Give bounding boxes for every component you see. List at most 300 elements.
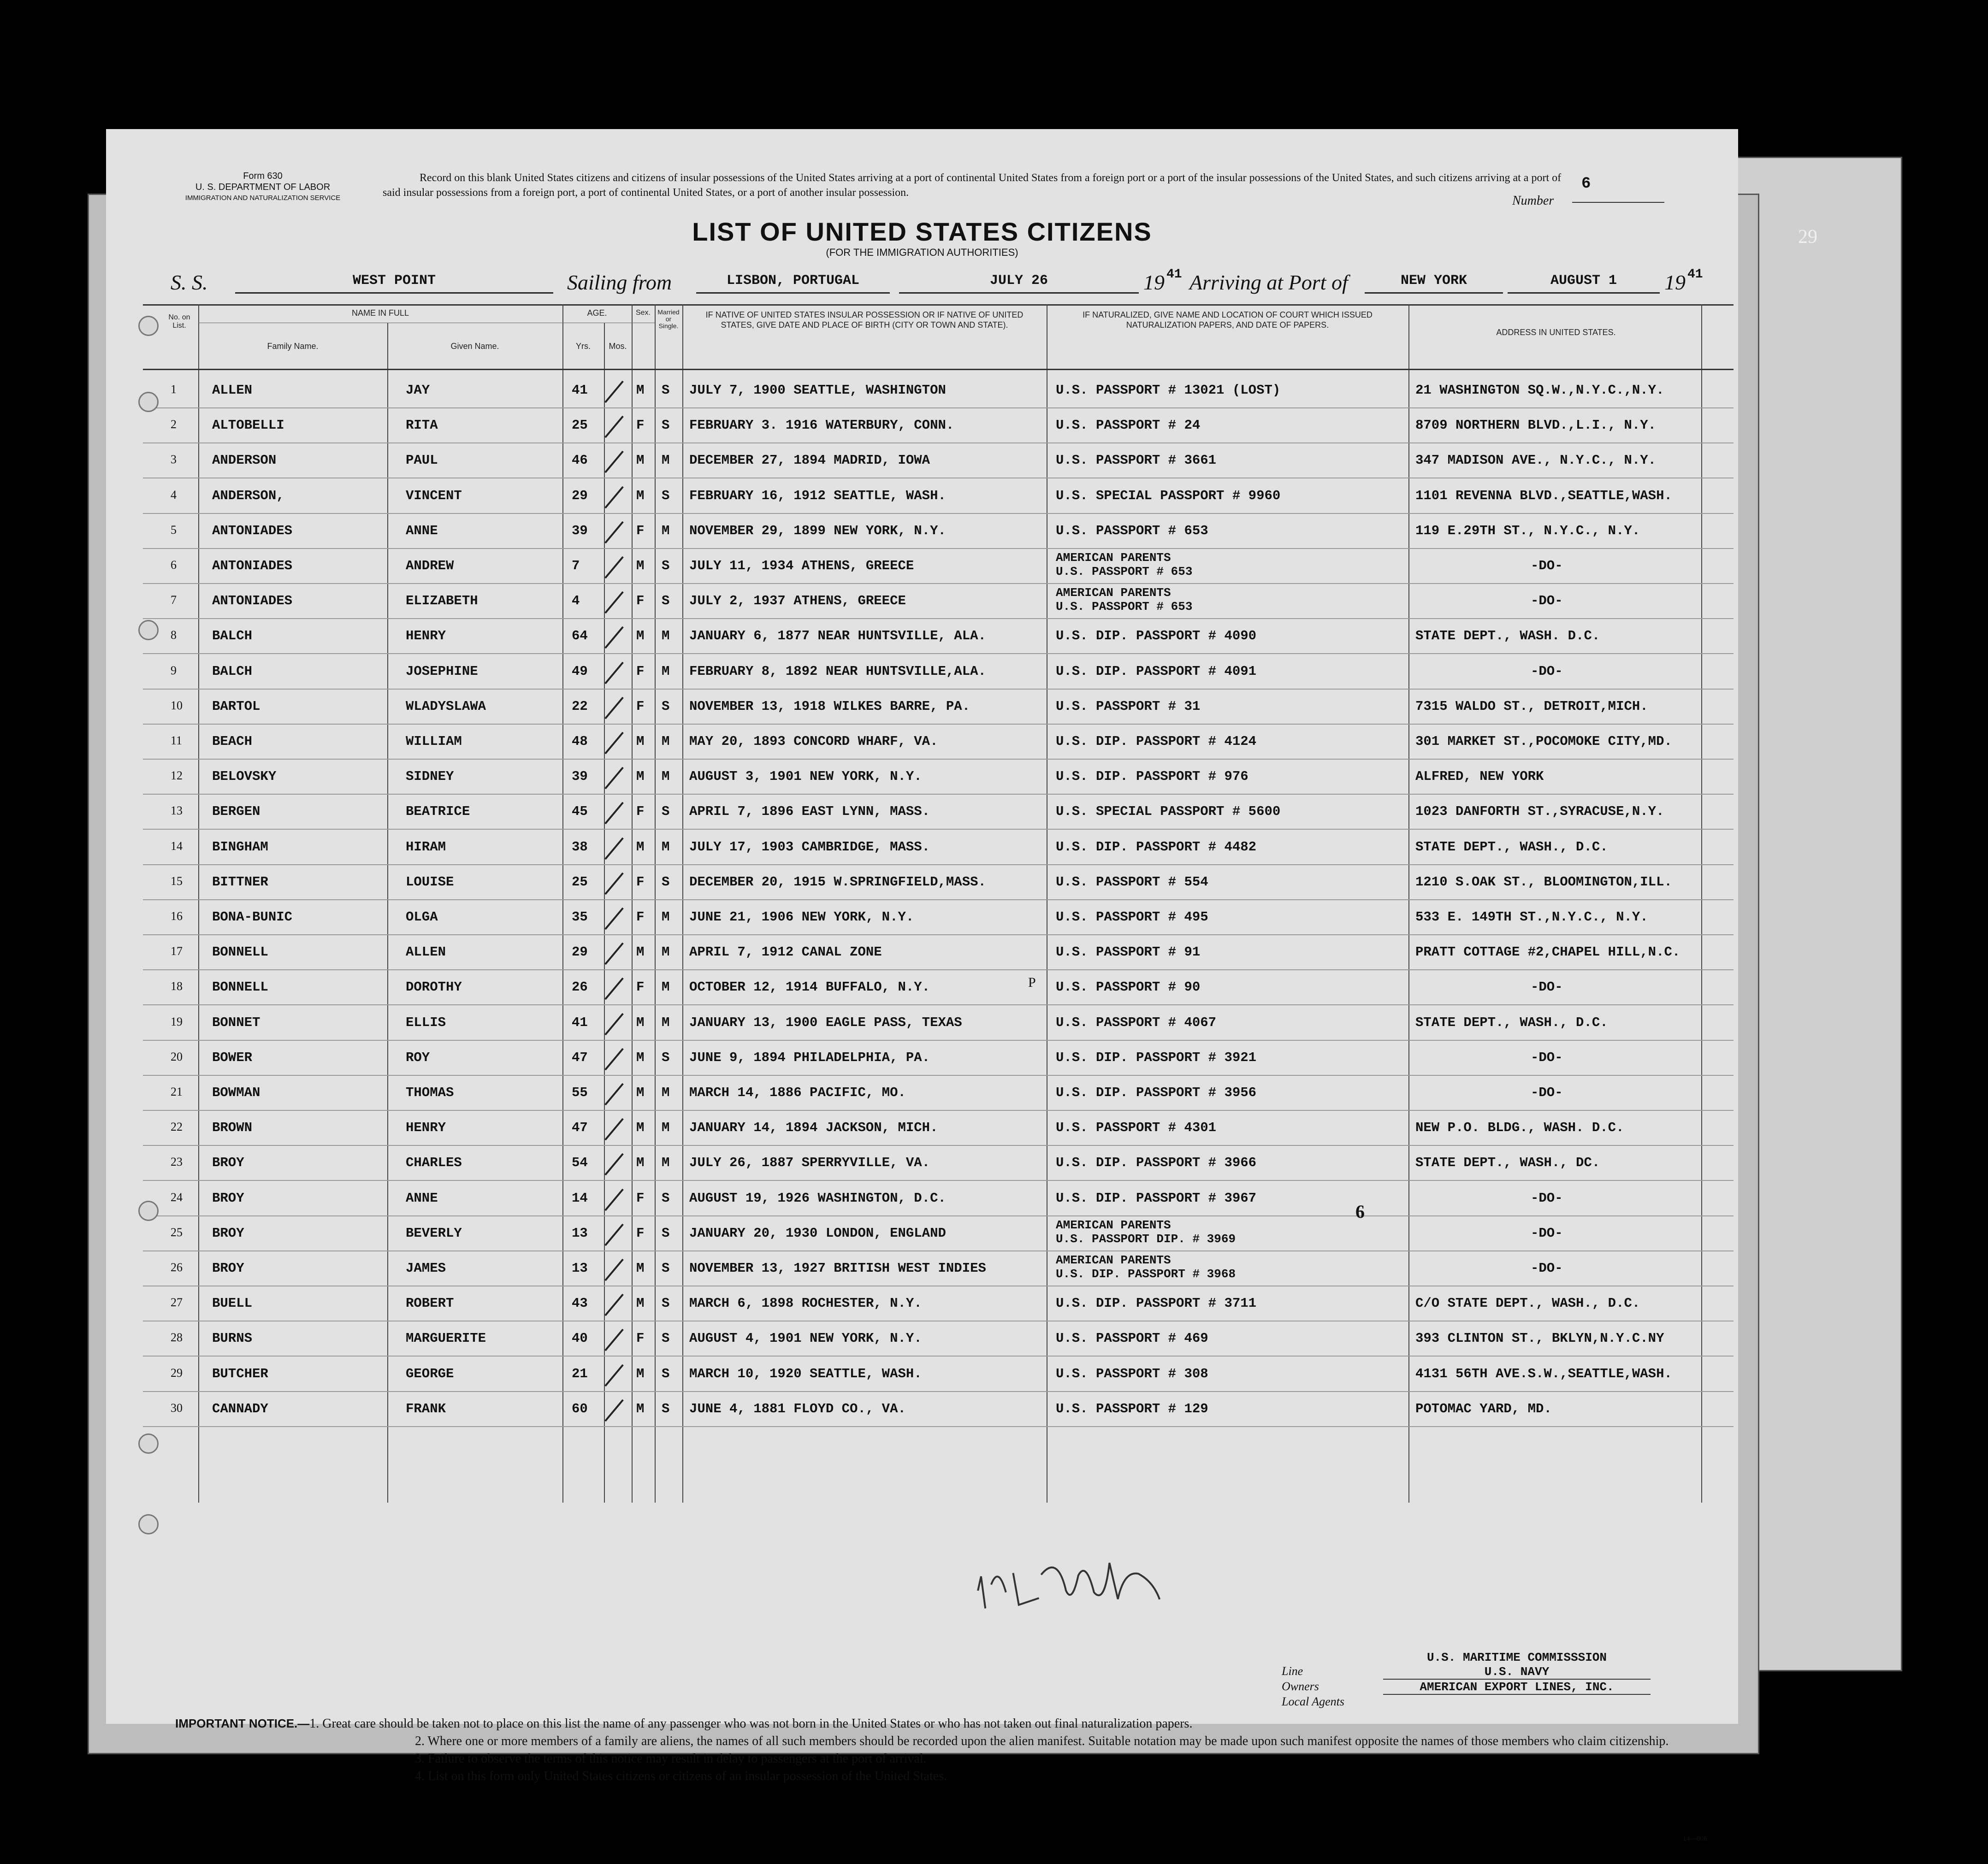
birth-info: JULY 17, 1903 CAMBRIDGE, MASS. <box>689 839 930 855</box>
sex: M <box>636 488 645 503</box>
sex: M <box>636 734 645 749</box>
us-address: -DO- <box>1531 1225 1563 1241</box>
sex: M <box>636 1401 645 1416</box>
table-row <box>143 830 1734 865</box>
sex: M <box>636 769 645 785</box>
col-header-sex: Sex. <box>635 309 651 317</box>
check-mark <box>604 1364 624 1386</box>
sex: M <box>636 944 645 960</box>
check-mark <box>604 556 624 579</box>
age-years: 39 <box>572 523 588 538</box>
given-name: SIDNEY <box>406 769 454 785</box>
check-mark <box>604 1188 624 1211</box>
notice-item-1: 1. Great care should be taken not to place on this list the name of any passenger who was not born in the United States or who has not taken out final naturalization papers. <box>309 1717 1193 1731</box>
sex: F <box>636 1190 645 1206</box>
table-row <box>143 584 1734 619</box>
family-name: BARTOL <box>212 698 260 714</box>
age-years: 26 <box>572 979 588 995</box>
given-name: MARGUERITE <box>406 1331 486 1346</box>
naturalization-papers: U.S. PASSPORT # 554 <box>1056 874 1208 890</box>
check-mark <box>604 1083 624 1106</box>
age-years: 4 <box>572 593 580 609</box>
naturalization-papers: U.S. DIP. PASSPORT # 4124 <box>1056 734 1257 749</box>
row-number: 26 <box>171 1261 183 1274</box>
given-name: ALLEN <box>406 944 446 960</box>
naturalization-papers: U.S. PASSPORT # 13021 (LOST) <box>1056 383 1281 398</box>
table-row <box>143 514 1734 549</box>
table-row <box>143 408 1734 443</box>
sail-year: 41 <box>1166 267 1182 282</box>
marital-status: M <box>662 734 670 749</box>
table-row <box>143 1357 1734 1392</box>
form-info <box>143 171 383 204</box>
family-name: BINGHAM <box>212 839 268 855</box>
age-years: 29 <box>572 944 588 960</box>
sex: F <box>636 1225 645 1241</box>
table-row <box>143 1076 1734 1111</box>
birth-info: OCTOBER 12, 1914 BUFFALO, N.Y. <box>689 979 930 995</box>
given-name: HIRAM <box>406 839 446 855</box>
row-number: 17 <box>171 944 183 958</box>
family-name: BUELL <box>212 1296 253 1311</box>
table-row <box>143 760 1734 795</box>
row-number: 24 <box>171 1190 183 1204</box>
us-address: 1210 S.OAK ST., BLOOMINGTON,ILL. <box>1415 874 1672 890</box>
form-code: 14—606 <box>1683 1835 1707 1842</box>
naturalization-papers: U.S. DIP. PASSPORT # 4091 <box>1056 663 1257 679</box>
col-header-address: ADDRESS IN UNITED STATES. <box>1496 328 1616 337</box>
important-notice <box>175 1715 1734 1785</box>
age-years: 43 <box>572 1296 588 1311</box>
given-name: PAUL <box>406 453 438 468</box>
birth-info: JANUARY 6, 1877 NEAR HUNTSVILLE, ALA. <box>689 628 986 644</box>
table-row <box>143 655 1734 690</box>
check-mark <box>604 1329 624 1351</box>
family-name: ANTONIADES <box>212 593 293 609</box>
us-address: NEW P.O. BLDG., WASH. D.C. <box>1415 1120 1624 1136</box>
given-name: HENRY <box>406 1120 446 1136</box>
stray-note-6: 6 <box>1355 1201 1365 1222</box>
us-address: 301 MARKET ST.,POCOMOKE CITY,MD. <box>1415 734 1672 749</box>
row-number: 14 <box>171 839 183 853</box>
age-years: 47 <box>572 1120 588 1136</box>
family-name: ANTONIADES <box>212 523 293 538</box>
age-years: 49 <box>572 663 588 679</box>
check-mark <box>604 451 624 473</box>
birth-info: JANUARY 13, 1900 EAGLE PASS, TEXAS <box>689 1015 962 1030</box>
age-years: 55 <box>572 1085 588 1100</box>
age-years: 22 <box>572 698 588 714</box>
us-address: 7315 WALDO ST., DETROIT,MICH. <box>1415 698 1648 714</box>
row-number: 28 <box>171 1331 183 1345</box>
naturalization-papers: U.S. DIP. PASSPORT # 3711 <box>1056 1296 1257 1311</box>
check-mark <box>604 1399 624 1422</box>
marital-status: M <box>662 944 670 960</box>
table-row <box>143 1216 1734 1251</box>
row-number: 27 <box>171 1296 183 1310</box>
check-mark <box>604 591 624 614</box>
notice-item-3: 3. Failure to observe the terms of this notice may result in delay to passengers at the port of arrival. <box>415 1752 927 1766</box>
birth-info: DECEMBER 20, 1915 W.SPRINGFIELD,MASS. <box>689 874 986 890</box>
family-name: BEACH <box>212 734 253 749</box>
us-address: 347 MADISON AVE., N.Y.C., N.Y. <box>1415 453 1657 468</box>
page-subtitle: (FOR THE IMMIGRATION AUTHORITIES) <box>826 247 1018 258</box>
row-number: 30 <box>171 1401 183 1415</box>
table-top-rule <box>143 304 1734 306</box>
col-header-birth: IF NATIVE OF UNITED STATES INSULAR POSSESSION OR IF NATIVE OF UNITED STATES, GIVE DATE AND PLACE OF BIRTH (CITY OR TOWN AND STATE). <box>705 310 1024 330</box>
arrival-year-prefix: 19 <box>1664 271 1686 294</box>
birth-info: APRIL 7, 1896 EAST LYNN, MASS. <box>689 804 930 820</box>
table-row <box>143 865 1734 900</box>
naturalization-papers: U.S. PASSPORT # 3661 <box>1056 453 1217 468</box>
given-name: JAY <box>406 383 430 398</box>
us-address: ALFRED, NEW YORK <box>1415 769 1544 785</box>
row-rule <box>143 1426 1734 1427</box>
row-number: 9 <box>171 663 177 677</box>
birth-info: AUGUST 19, 1926 WASHINGTON, D.C. <box>689 1190 946 1206</box>
table-row <box>143 1392 1734 1427</box>
marital-status: S <box>662 418 670 433</box>
sex: M <box>636 1296 645 1311</box>
table-row <box>143 1111 1734 1146</box>
check-mark <box>604 802 624 825</box>
given-name: ANNE <box>406 523 438 538</box>
marital-status: S <box>662 1190 670 1206</box>
family-name: BONNELL <box>212 979 268 995</box>
number-label: Number <box>1512 194 1554 208</box>
page-title: LIST OF UNITED STATES CITIZENS <box>692 217 1152 246</box>
row-number: 22 <box>171 1120 183 1134</box>
naturalization-papers: U.S. PASSPORT # 91 <box>1056 944 1201 960</box>
table-row <box>143 373 1734 408</box>
row-number: 18 <box>171 979 183 993</box>
stray-mark-p: P <box>1028 975 1036 990</box>
age-years: 38 <box>572 839 588 855</box>
sex: F <box>636 418 645 433</box>
marital-status: M <box>662 979 670 995</box>
us-address: -DO- <box>1531 593 1563 609</box>
marital-status: S <box>662 488 670 503</box>
age-years: 40 <box>572 1331 588 1346</box>
check-mark <box>604 732 624 755</box>
sex: F <box>636 1331 645 1346</box>
family-name: BROWN <box>212 1120 253 1136</box>
table-row <box>143 900 1734 935</box>
given-name: GEORGE <box>406 1366 454 1381</box>
us-address: 533 E. 149TH ST.,N.Y.C., N.Y. <box>1415 909 1648 925</box>
naturalization-papers: AMERICAN PARENTS U.S. DIP. PASSPORT # 3968 <box>1056 1253 1236 1281</box>
family-name: BELOVSKY <box>212 769 277 785</box>
table-row <box>143 1321 1734 1357</box>
birth-info: JUNE 21, 1906 NEW YORK, N.Y. <box>689 909 914 925</box>
birth-info: MARCH 6, 1898 ROCHESTER, N.Y. <box>689 1296 922 1311</box>
family-name: BOWMAN <box>212 1085 260 1100</box>
notice-item-2: 2. Where one or more members of a family are aliens, the names of all such members should be recorded upon the alien manifest. Suitable notation may be made upon such manifest opposite the names of those members who claim citizenship. <box>415 1734 1669 1748</box>
table-row <box>143 1041 1734 1076</box>
voyage-line <box>143 267 1734 295</box>
check-mark <box>604 837 624 860</box>
us-address: -DO- <box>1531 663 1563 679</box>
family-name: BONNET <box>212 1015 260 1030</box>
marital-status: S <box>662 1296 670 1311</box>
check-mark <box>604 661 624 684</box>
col-header-name: NAME IN FULL <box>351 308 409 318</box>
age-years: 25 <box>572 418 588 433</box>
table-row <box>143 443 1734 478</box>
marital-status: M <box>662 523 670 538</box>
table-row <box>143 690 1734 725</box>
check-mark <box>604 697 624 720</box>
us-address: PRATT COTTAGE #2,CHAPEL HILL,N.C. <box>1415 944 1680 960</box>
ship-name-field: WEST POINT <box>235 272 553 294</box>
us-address: 21 WASHINGTON SQ.W.,N.Y.C.,N.Y. <box>1415 383 1664 398</box>
notice-item-4: 4. List on this form only United States citizens or citizens of an insular possession of the United States. <box>415 1769 947 1783</box>
agents-value: AMERICAN EXPORT LINES, INC. <box>1383 1680 1651 1695</box>
row-number: 8 <box>171 628 177 642</box>
family-name: BERGEN <box>212 804 260 820</box>
number-value: 6 <box>1581 175 1591 193</box>
age-years: 41 <box>572 383 588 398</box>
sex: F <box>636 804 645 820</box>
us-address: STATE DEPT., WASH., D.C. <box>1415 839 1608 855</box>
naturalization-papers: U.S. PASSPORT # 4301 <box>1056 1120 1217 1136</box>
marital-status: M <box>662 628 670 644</box>
age-years: 7 <box>572 558 580 573</box>
marital-status: S <box>662 874 670 890</box>
owners-label: Owners <box>1282 1680 1319 1693</box>
row-number: 3 <box>171 453 177 466</box>
manifest-sheet <box>106 129 1738 1842</box>
marital-status: M <box>662 1155 670 1171</box>
service: IMMIGRATION AND NATURALIZATION SERVICE <box>185 194 341 202</box>
naturalization-papers: U.S. DIP. PASSPORT # 3956 <box>1056 1085 1257 1100</box>
family-name: BOWER <box>212 1050 253 1065</box>
sex: F <box>636 979 645 995</box>
naturalization-papers: U.S. PASSPORT # 469 <box>1056 1331 1208 1346</box>
arrival-date-field: AUGUST 1 <box>1508 272 1660 294</box>
age-years: 47 <box>572 1050 588 1065</box>
sex: M <box>636 1120 645 1136</box>
us-address: 1101 REVENNA BLVD.,SEATTLE,WASH. <box>1415 488 1672 503</box>
sail-year-prefix: 19 <box>1143 271 1165 294</box>
arrival-port-field: NEW YORK <box>1365 272 1503 294</box>
marital-status: M <box>662 1015 670 1030</box>
marital-status: S <box>662 698 670 714</box>
birth-info: DECEMBER 27, 1894 MADRID, IOWA <box>689 453 930 468</box>
col-header-mos: Mos. <box>609 342 627 351</box>
sex: M <box>636 1085 645 1100</box>
given-name: BEVERLY <box>406 1225 462 1241</box>
header-notice: Record on this blank United States citizens and citizens of insular possessions of the United States arriving at a port of continental United States from a foreign port or a port of the insular possessions of the United States, and such citizens arriving at a port of said insular possessions from a foreign port, a port of continental United States, or a port of another insular possession. <box>383 172 1562 199</box>
given-name: ELIZABETH <box>406 593 478 609</box>
birth-info: MARCH 14, 1886 PACIFIC, MO. <box>689 1085 906 1100</box>
check-mark <box>604 1013 624 1035</box>
given-name: CHARLES <box>406 1155 462 1171</box>
row-number: 23 <box>171 1155 183 1169</box>
given-name: BEATRICE <box>406 804 470 820</box>
given-name: WLADYSLAWA <box>406 698 486 714</box>
punch-hole <box>138 316 159 336</box>
marital-status: S <box>662 593 670 609</box>
birth-info: MAY 20, 1893 CONCORD WHARF, VA. <box>689 734 938 749</box>
marital-status: M <box>662 909 670 925</box>
marital-status: M <box>662 1120 670 1136</box>
us-address: -DO- <box>1531 1261 1563 1276</box>
us-address: -DO- <box>1531 979 1563 995</box>
check-mark <box>604 1048 624 1071</box>
marital-status: M <box>662 1085 670 1100</box>
birth-info: NOVEMBER 13, 1927 BRITISH WEST INDIES <box>689 1261 986 1276</box>
family-name: BROY <box>212 1190 244 1206</box>
side-number-right: 29 <box>1798 226 1817 248</box>
check-mark <box>604 1259 624 1281</box>
sex: F <box>636 698 645 714</box>
given-name: RITA <box>406 418 438 433</box>
naturalization-papers: U.S. PASSPORT # 90 <box>1056 979 1201 995</box>
birth-info: JULY 11, 1934 ATHENS, GREECE <box>689 558 914 573</box>
sex: F <box>636 909 645 925</box>
arriving-label: Arriving at Port of <box>1189 271 1348 294</box>
row-number: 4 <box>171 488 177 501</box>
row-number: 29 <box>171 1366 183 1380</box>
marital-status: S <box>662 1261 670 1276</box>
marital-status: M <box>662 839 670 855</box>
row-number: 6 <box>171 558 177 572</box>
punch-hole <box>138 1433 159 1454</box>
naturalization-papers: U.S. PASSPORT # 4067 <box>1056 1015 1217 1030</box>
given-name: ANNE <box>406 1190 438 1206</box>
row-number: 2 <box>171 418 177 431</box>
row-number: 25 <box>171 1225 183 1239</box>
table-row <box>143 1251 1734 1286</box>
family-name: BONNELL <box>212 944 268 960</box>
sex: F <box>636 593 645 609</box>
birth-info: NOVEMBER 29, 1899 NEW YORK, N.Y. <box>689 523 946 538</box>
age-years: 25 <box>572 874 588 890</box>
sex: M <box>636 1050 645 1065</box>
birth-info: JANUARY 14, 1894 JACKSON, MICH. <box>689 1120 938 1136</box>
form-number: Form 630 <box>243 171 283 181</box>
birth-info: APRIL 7, 1912 CANAL ZONE <box>689 944 882 960</box>
naturalization-papers: U.S. DIP. PASSPORT # 976 <box>1056 769 1248 785</box>
check-mark <box>604 767 624 790</box>
given-name: JAMES <box>406 1261 446 1276</box>
birth-info: JULY 2, 1937 ATHENS, GREECE <box>689 593 906 609</box>
naturalization-papers: AMERICAN PARENTS U.S. PASSPORT # 653 <box>1056 586 1193 614</box>
header-bottom-rule <box>143 369 1734 370</box>
check-mark <box>604 521 624 544</box>
table-row <box>143 935 1734 970</box>
age-years: 39 <box>572 769 588 785</box>
us-address: 8709 NORTHERN BLVD.,L.I., N.Y. <box>1415 418 1657 433</box>
family-name: BONA-BUNIC <box>212 909 293 925</box>
given-name: JOSEPHINE <box>406 663 478 679</box>
check-mark <box>604 1294 624 1316</box>
check-mark <box>604 626 624 649</box>
family-name: ALTOBELLI <box>212 418 284 433</box>
punch-hole <box>138 392 159 412</box>
sailing-from-field: LISBON, PORTUGAL <box>696 272 890 294</box>
given-name: HENRY <box>406 628 446 644</box>
birth-info: JULY 26, 1887 SPERRYVILLE, VA. <box>689 1155 930 1171</box>
us-address: 119 E.29TH ST., N.Y.C., N.Y. <box>1415 523 1640 538</box>
naturalization-papers: U.S. PASSPORT # 308 <box>1056 1366 1208 1381</box>
family-name: ANDERSON <box>212 453 277 468</box>
row-number: 13 <box>171 804 183 818</box>
agents-label: Local Agents <box>1282 1695 1345 1708</box>
sail-date-field: JULY 26 <box>899 272 1139 294</box>
table-row <box>143 1006 1734 1041</box>
given-name: ROY <box>406 1050 430 1065</box>
marital-status: S <box>662 1331 670 1346</box>
birth-info: JANUARY 20, 1930 LONDON, ENGLAND <box>689 1225 946 1241</box>
birth-info: AUGUST 3, 1901 NEW YORK, N.Y. <box>689 769 922 785</box>
birth-info: JUNE 4, 1881 FLOYD CO., VA. <box>689 1401 906 1416</box>
family-name: BROY <box>212 1155 244 1171</box>
age-years: 64 <box>572 628 588 644</box>
col-header-family: Family Name. <box>267 342 319 351</box>
naturalization-papers: U.S. DIP. PASSPORT # 3966 <box>1056 1155 1257 1171</box>
family-name: BROY <box>212 1261 244 1276</box>
birth-info: JUNE 9, 1894 PHILADELPHIA, PA. <box>689 1050 930 1065</box>
us-address: -DO- <box>1531 1050 1563 1065</box>
number-line <box>1572 202 1664 203</box>
sex: F <box>636 663 645 679</box>
family-name: BALCH <box>212 663 253 679</box>
sex: M <box>636 1366 645 1381</box>
ship-prefix: S. S. <box>171 271 208 294</box>
row-number: 20 <box>171 1050 183 1063</box>
table-row <box>143 619 1734 654</box>
marital-status: M <box>662 769 670 785</box>
table-row <box>143 479 1734 514</box>
birth-info: FEBRUARY 3. 1916 WATERBURY, CONN. <box>689 418 954 433</box>
age-years: 45 <box>572 804 588 820</box>
sex: M <box>636 839 645 855</box>
sex: M <box>636 1015 645 1030</box>
row-number: 7 <box>171 593 177 607</box>
age-years: 41 <box>572 1015 588 1030</box>
sailing-label: Sailing from <box>567 271 672 294</box>
given-name: OLGA <box>406 909 438 925</box>
col-header-no: No. on List. <box>168 313 190 330</box>
given-name: ELLIS <box>406 1015 446 1030</box>
birth-info: AUGUST 4, 1901 NEW YORK, N.Y. <box>689 1331 922 1346</box>
check-mark <box>604 1224 624 1246</box>
handwritten-signature <box>970 1539 1169 1623</box>
given-name: LOUISE <box>406 874 454 890</box>
check-mark <box>604 978 624 1000</box>
family-name: BITTNER <box>212 874 268 890</box>
row-number: 1 <box>171 383 177 396</box>
birth-info: NOVEMBER 13, 1918 WILKES BARRE, PA. <box>689 698 970 714</box>
important-heading: IMPORTANT NOTICE.— <box>175 1717 310 1730</box>
us-address: POTOMAC YARD, MD. <box>1415 1401 1552 1416</box>
age-years: 13 <box>572 1225 588 1241</box>
birth-info: MARCH 10, 1920 SEATTLE, WASH. <box>689 1366 922 1381</box>
line-value: U.S. MARITIME COMMISSSION <box>1426 1651 1607 1664</box>
us-address: -DO- <box>1531 1190 1563 1206</box>
col-header-yrs: Yrs. <box>575 342 591 351</box>
marital-status: M <box>662 453 670 468</box>
marital-status: S <box>662 1225 670 1241</box>
row-number: 19 <box>171 1015 183 1028</box>
us-address: 393 CLINTON ST., BKLYN,N.Y.C.NY <box>1415 1331 1664 1346</box>
age-years: 14 <box>572 1190 588 1206</box>
family-name: BURNS <box>212 1331 253 1346</box>
family-name: ANTONIADES <box>212 558 293 573</box>
check-mark <box>604 943 624 965</box>
